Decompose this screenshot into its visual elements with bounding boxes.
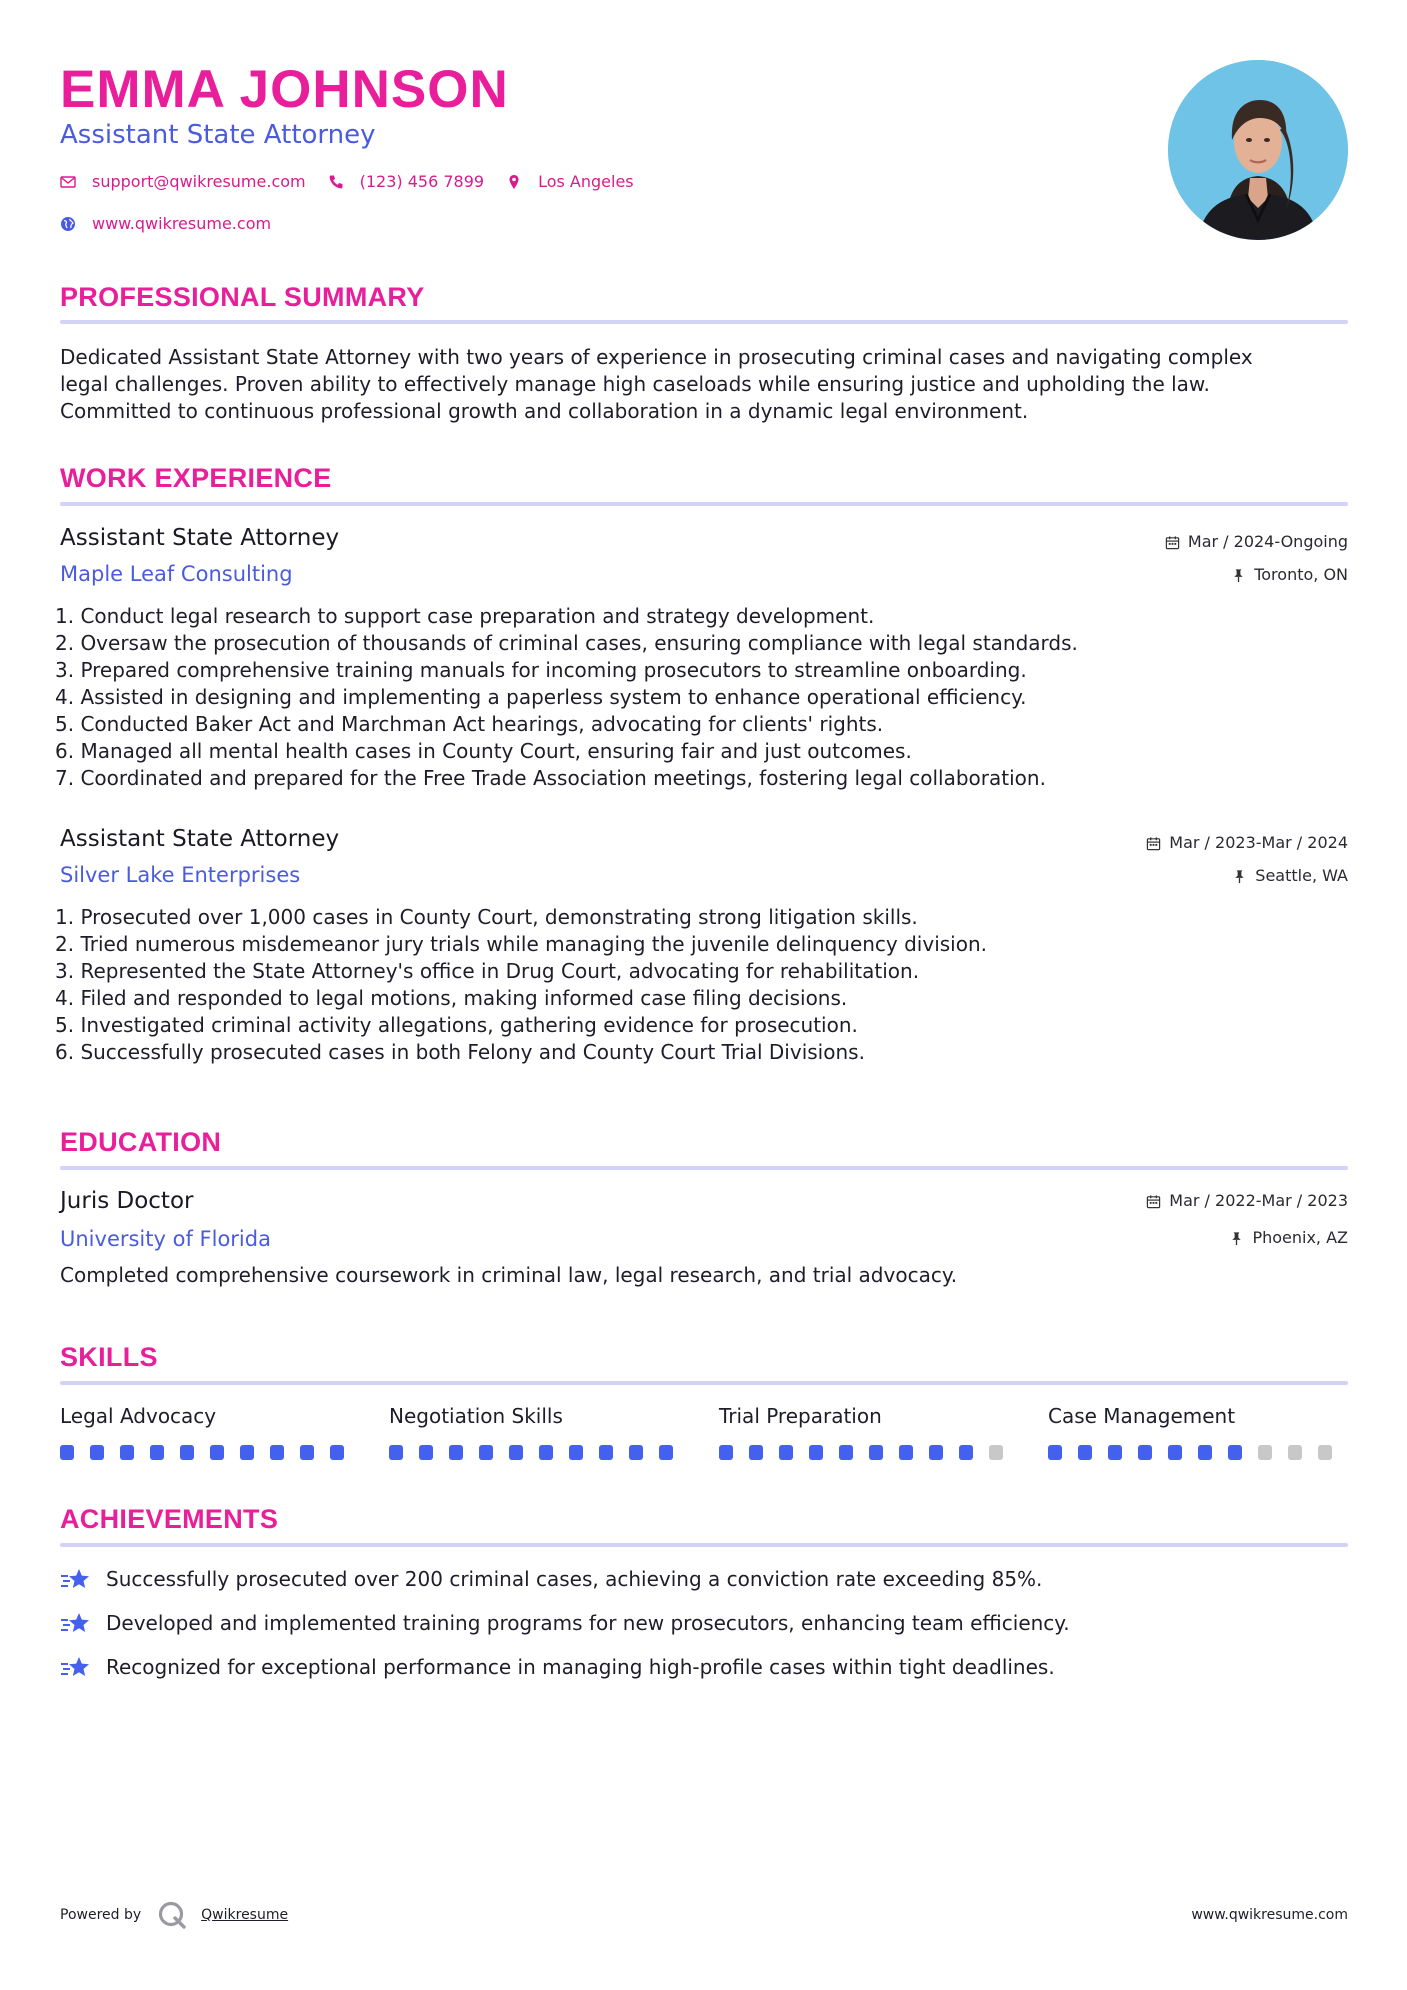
skill-name: Legal Advocacy <box>60 1404 217 1428</box>
job-bullet: 6. Successfully prosecuted cases in both Felony and County Court Trial Divisions. <box>55 1040 865 1064</box>
job-title: Assistant State Attorney <box>60 826 340 852</box>
skill-dot-filled <box>1198 1445 1212 1460</box>
skill-dot-filled <box>809 1445 823 1460</box>
skill-dot-filled <box>569 1445 583 1460</box>
phone-text: (123) 456 7899 <box>359 172 485 191</box>
achievement-text: Successfully prosecuted over 200 criminal cases, achieving a conviction rate exceeding 85%. <box>106 1567 1043 1591</box>
achievement-text: Recognized for exceptional performance in managing high-profile cases within tight deadlines. <box>106 1655 1055 1679</box>
education-dates-text: Mar / 2022-Mar / 2023 <box>1169 1191 1348 1210</box>
footer-website[interactable]: www.qwikresume.com <box>1191 1907 1348 1923</box>
skill-dot-filled <box>839 1445 853 1460</box>
job-dates <box>1165 531 1348 553</box>
skill-dot-filled <box>629 1445 643 1460</box>
achievement-text: Developed and implemented training programs for new prosecutors, enhancing team efficiency. <box>106 1611 1070 1635</box>
candidate-name: EMMA JOHNSON <box>60 60 509 119</box>
job-bullet: 3. Represented the State Attorney's office in Drug Court, advocating for rehabilitation. <box>55 959 920 983</box>
envelope-icon <box>60 174 76 190</box>
job-bullets <box>55 603 1355 792</box>
profile-photo <box>1168 60 1348 240</box>
summary-line: Committed to continuous professional growth and collaboration in a dynamic legal environment. <box>60 399 1029 423</box>
skill-name: Trial Preparation <box>719 1404 882 1428</box>
job-location <box>1231 564 1348 586</box>
skill-dot-filled <box>330 1445 344 1460</box>
job-bullet: 4. Filed and responded to legal motions, making informed case filing decisions. <box>55 986 848 1010</box>
education-heading: EDUCATION <box>60 1127 222 1157</box>
job-title: Assistant State Attorney <box>60 525 340 551</box>
portrait-illustration <box>1168 60 1348 240</box>
achievement-item <box>60 1654 1055 1681</box>
job-bullet: 1. Conduct legal research to support case preparation and strategy development. <box>55 604 875 628</box>
calendar-icon <box>1146 836 1161 851</box>
contact-phone[interactable] <box>328 172 484 191</box>
job-bullets <box>55 904 1355 1066</box>
footer-powered-by <box>60 1900 288 1930</box>
skill-dot-filled <box>300 1445 314 1460</box>
skill-dot-filled <box>389 1445 403 1460</box>
education-location-text: Phoenix, AZ <box>1252 1228 1348 1247</box>
skill-dot-filled <box>1228 1445 1242 1460</box>
skill-dot-filled <box>719 1445 733 1460</box>
contact-location <box>506 172 634 191</box>
contact-website[interactable] <box>60 214 271 233</box>
skill-dot-filled <box>1138 1445 1152 1460</box>
skill-dot-filled <box>1078 1445 1092 1460</box>
achievements-heading: ACHIEVEMENTS <box>60 1504 279 1534</box>
candidate-role: Assistant State Attorney <box>60 120 376 150</box>
brand-link[interactable]: Qwikresume <box>201 1907 289 1923</box>
school-name: University of Florida <box>60 1227 271 1251</box>
skill-dot-filled <box>1108 1445 1122 1460</box>
summary-heading: PROFESSIONAL SUMMARY <box>60 282 425 312</box>
skill-dot-filled <box>210 1445 224 1460</box>
globe-icon <box>60 216 76 232</box>
skill-item <box>719 1403 1019 1460</box>
skill-item <box>1048 1403 1348 1460</box>
education-description: Completed comprehensive coursework in criminal law, legal research, and trial advocacy. <box>60 1263 958 1287</box>
skill-dot-filled <box>150 1445 164 1460</box>
skill-name: Negotiation Skills <box>389 1404 563 1428</box>
job-bullet: 2. Oversaw the prosecution of thousands of criminal cases, ensuring compliance with legal standards. <box>55 631 1078 655</box>
job-location-text: Toronto, ON <box>1254 565 1348 584</box>
skill-dot-filled <box>449 1445 463 1460</box>
job-bullet: 6. Managed all mental health cases in County Court, ensuring fair and just outcomes. <box>55 739 912 763</box>
skill-dot-filled <box>749 1445 763 1460</box>
skill-dot-filled <box>240 1445 254 1460</box>
summary-line: legal challenges. Proven ability to effectively manage high caseloads while ensuring justice and upholding the law. <box>60 372 1210 396</box>
summary-divider <box>60 320 1348 324</box>
location-text: Los Angeles <box>538 172 634 191</box>
skill-dot-filled <box>959 1445 973 1460</box>
skill-dot-filled <box>479 1445 493 1460</box>
job-location <box>1232 865 1348 887</box>
skill-dot-filled <box>659 1445 673 1460</box>
skill-dot-empty <box>1318 1445 1332 1460</box>
job-bullet: 4. Assisted in designing and implementing a paperless system to enhance operational efficiency. <box>55 685 1027 709</box>
achievement-item <box>60 1566 1042 1593</box>
skills-divider <box>60 1381 1348 1385</box>
experience-heading: WORK EXPERIENCE <box>60 463 332 493</box>
skill-rating <box>719 1445 1019 1460</box>
shooting-star-icon <box>60 1611 92 1637</box>
job-bullet: 2. Tried numerous misdemeanor jury trials while managing the juvenile delinquency division. <box>55 932 988 956</box>
education-location <box>1229 1227 1348 1249</box>
achievement-item <box>60 1610 1070 1637</box>
skill-rating <box>1048 1445 1348 1460</box>
skill-dot-filled <box>1048 1445 1062 1460</box>
contact-row-primary <box>60 172 656 191</box>
job-dates-text: Mar / 2024-Ongoing <box>1187 532 1348 551</box>
skill-dot-filled <box>60 1445 74 1460</box>
contact-row-secondary <box>60 214 293 233</box>
skill-dot-filled <box>270 1445 284 1460</box>
job-company: Silver Lake Enterprises <box>60 863 301 887</box>
qwikresume-logo-icon <box>157 1900 187 1930</box>
summary-line: Dedicated Assistant State Attorney with two years of experience in prosecuting criminal cases and navigating complex <box>60 345 1253 369</box>
job-bullet: 1. Prosecuted over 1,000 cases in County Court, demonstrating strong litigation skills. <box>55 905 918 929</box>
skill-dot-empty <box>1258 1445 1272 1460</box>
skill-dot-filled <box>899 1445 913 1460</box>
pushpin-icon <box>1231 568 1246 583</box>
phone-icon <box>328 174 344 190</box>
education-divider <box>60 1166 1348 1170</box>
contact-email[interactable] <box>60 172 306 191</box>
skill-rating <box>60 1445 360 1460</box>
skill-dot-filled <box>509 1445 523 1460</box>
job-company: Maple Leaf Consulting <box>60 562 293 586</box>
calendar-icon <box>1146 1194 1161 1209</box>
skill-dot-filled <box>539 1445 553 1460</box>
job-dates <box>1146 832 1348 854</box>
job-dates-text: Mar / 2023-Mar / 2024 <box>1169 833 1348 852</box>
job-bullet: 5. Investigated criminal activity allegations, gathering evidence for prosecution. <box>55 1013 858 1037</box>
skill-dot-filled <box>599 1445 613 1460</box>
skill-dot-filled <box>419 1445 433 1460</box>
skill-item <box>389 1403 689 1460</box>
education-dates <box>1146 1190 1348 1212</box>
powered-by-label: Powered by <box>60 1907 142 1923</box>
achievements-divider <box>60 1543 1348 1547</box>
skill-dot-filled <box>180 1445 194 1460</box>
website-text: www.qwikresume.com <box>92 214 272 233</box>
skill-item <box>60 1403 360 1460</box>
shooting-star-icon <box>60 1655 92 1681</box>
job-bullet: 7. Coordinated and prepared for the Free Trade Association meetings, fostering legal collaboration. <box>55 766 1046 790</box>
email-text: support@qwikresume.com <box>92 172 306 191</box>
pushpin-icon <box>1229 1231 1244 1246</box>
skill-dot-filled <box>869 1445 883 1460</box>
pushpin-icon <box>1232 869 1247 884</box>
skill-dot-filled <box>90 1445 104 1460</box>
skill-rating <box>389 1445 689 1460</box>
job-bullet: 5. Conducted Baker Act and Marchman Act hearings, advocating for clients' rights. <box>55 712 884 736</box>
job-location-text: Seattle, WA <box>1255 866 1348 885</box>
skills-heading: SKILLS <box>60 1342 158 1372</box>
shooting-star-icon <box>60 1567 92 1593</box>
skill-dot-filled <box>120 1445 134 1460</box>
skill-dot-filled <box>779 1445 793 1460</box>
experience-divider <box>60 502 1348 506</box>
skill-dot-filled <box>1168 1445 1182 1460</box>
summary-text <box>60 344 1360 425</box>
skill-dot-filled <box>929 1445 943 1460</box>
calendar-icon <box>1165 535 1180 550</box>
skill-dot-empty <box>989 1445 1003 1460</box>
degree-title: Juris Doctor <box>60 1188 194 1214</box>
job-bullet: 3. Prepared comprehensive training manuals for incoming prosecutors to streamline onboarding. <box>55 658 1027 682</box>
skill-dot-empty <box>1288 1445 1302 1460</box>
map-pin-icon <box>506 174 522 190</box>
skill-name: Case Management <box>1048 1404 1236 1428</box>
